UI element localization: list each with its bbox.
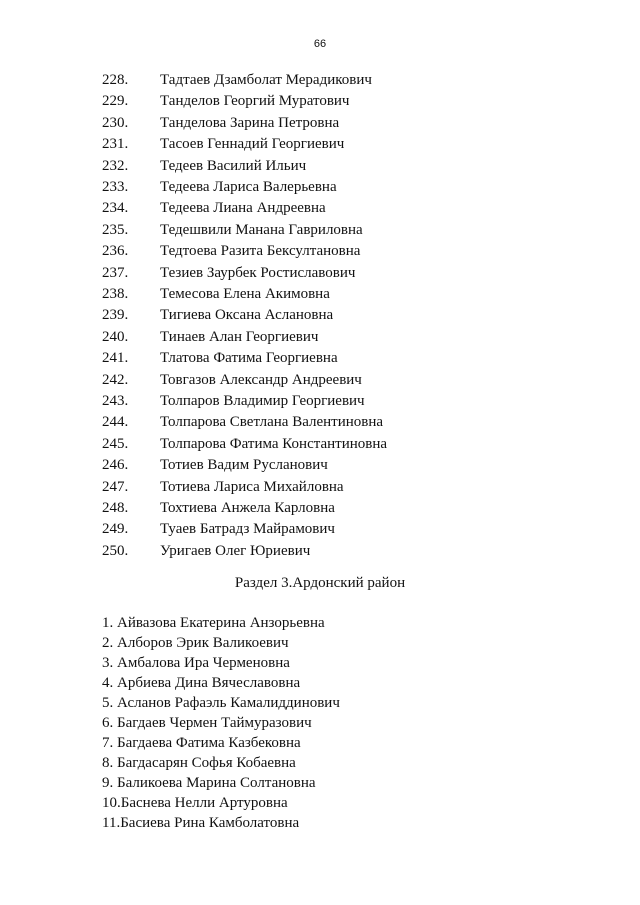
- page-number: 66: [313, 38, 327, 50]
- list-item: 5. Асланов Рафаэль Камалиддинович: [102, 695, 340, 711]
- list-item: 1. Айвазова Екатерина Анзорьевна: [102, 615, 325, 631]
- item-number: 246.: [102, 457, 129, 474]
- item-name: Тинаев Алан Георгиевич: [160, 328, 319, 345]
- item-name: Тотиева Лариса Михайловна: [160, 478, 344, 495]
- item-number: 237.: [102, 264, 129, 281]
- item-name: Толпарова Светлана Валентиновна: [160, 414, 384, 431]
- item-number: 230.: [102, 114, 129, 131]
- list-item: 8. Багдасарян Софья Кобаевна: [102, 755, 296, 771]
- item-number: 245.: [102, 435, 129, 452]
- item-number: 239.: [102, 307, 129, 324]
- item-name: Товгазов Александр Андреевич: [160, 371, 362, 388]
- item-name: Тедеева Лиана Андреевна: [160, 200, 326, 217]
- item-number: 232.: [102, 157, 129, 174]
- item-name: Тигиева Оксана Аслановна: [160, 307, 334, 324]
- list-item: 3. Амбалова Ира Черменовна: [102, 655, 290, 671]
- item-name: Туаев Батрадз Майрамович: [160, 521, 335, 538]
- list-item: 6. Багдаев Чермен Таймуразович: [102, 715, 312, 731]
- item-number: 228.: [102, 72, 129, 88]
- item-number: 242.: [102, 371, 129, 388]
- item-number: 247.: [102, 478, 129, 495]
- list-item: 9. Баликоева Марина Солтановна: [102, 775, 316, 791]
- list-item: 11.Басиева Рина Камболатовна: [102, 815, 300, 831]
- item-name: Темесова Елена Акимовна: [160, 286, 330, 302]
- list-item: 2. Алборов Эрик Валикоевич: [102, 635, 289, 651]
- section-heading: Раздел 3.Ардонский район: [234, 575, 406, 591]
- item-number: 234.: [102, 200, 129, 217]
- item-number: 249.: [102, 521, 129, 538]
- item-name: Тедешвили Манана Гавриловна: [160, 221, 363, 238]
- item-name: Тедтоева Разита Бексултановна: [160, 243, 361, 260]
- list-item: 7. Багдаева Фатима Казбековна: [102, 735, 301, 751]
- item-number: 240.: [102, 328, 129, 345]
- item-name: Тотиев Вадим Русланович: [160, 457, 328, 474]
- item-name: Уригаев Олег Юриевич: [160, 542, 311, 559]
- item-number: 229.: [102, 93, 129, 110]
- list-item: 4. Арбиева Дина Вячеславовна: [102, 675, 301, 691]
- item-name: Танделов Георгий Муратович: [160, 93, 350, 110]
- item-name: Тлатова Фатима Георгиевна: [160, 350, 338, 367]
- item-name: Танделова Зарина Петровна: [160, 114, 340, 131]
- item-name: Толпаров Владимир Георгиевич: [160, 393, 365, 409]
- item-number: 250.: [102, 542, 129, 559]
- item-number: 238.: [102, 286, 129, 302]
- item-name: Тасоев Геннадий Георгиевич: [160, 136, 345, 153]
- item-name: Тохтиева Анжела Карловна: [160, 500, 335, 516]
- item-number: 233.: [102, 179, 129, 195]
- item-name: Тедеева Лариса Валерьевна: [160, 179, 337, 195]
- item-number: 231.: [102, 136, 129, 153]
- item-name: Толпарова Фатима Константиновна: [160, 435, 388, 452]
- item-number: 248.: [102, 500, 129, 516]
- item-name: Тадтаев Дзамболат Мерадикович: [160, 72, 372, 88]
- item-number: 241.: [102, 350, 129, 367]
- item-number: 243.: [102, 393, 129, 409]
- list-item: 10.Баснева Нелли Артуровна: [102, 795, 288, 811]
- item-number: 236.: [102, 243, 129, 260]
- item-name: Тезиев Заурбек Ростиславович: [160, 264, 356, 281]
- item-number: 244.: [102, 414, 129, 431]
- item-name: Тедеев Василий Ильич: [160, 157, 307, 174]
- item-number: 235.: [102, 221, 129, 238]
